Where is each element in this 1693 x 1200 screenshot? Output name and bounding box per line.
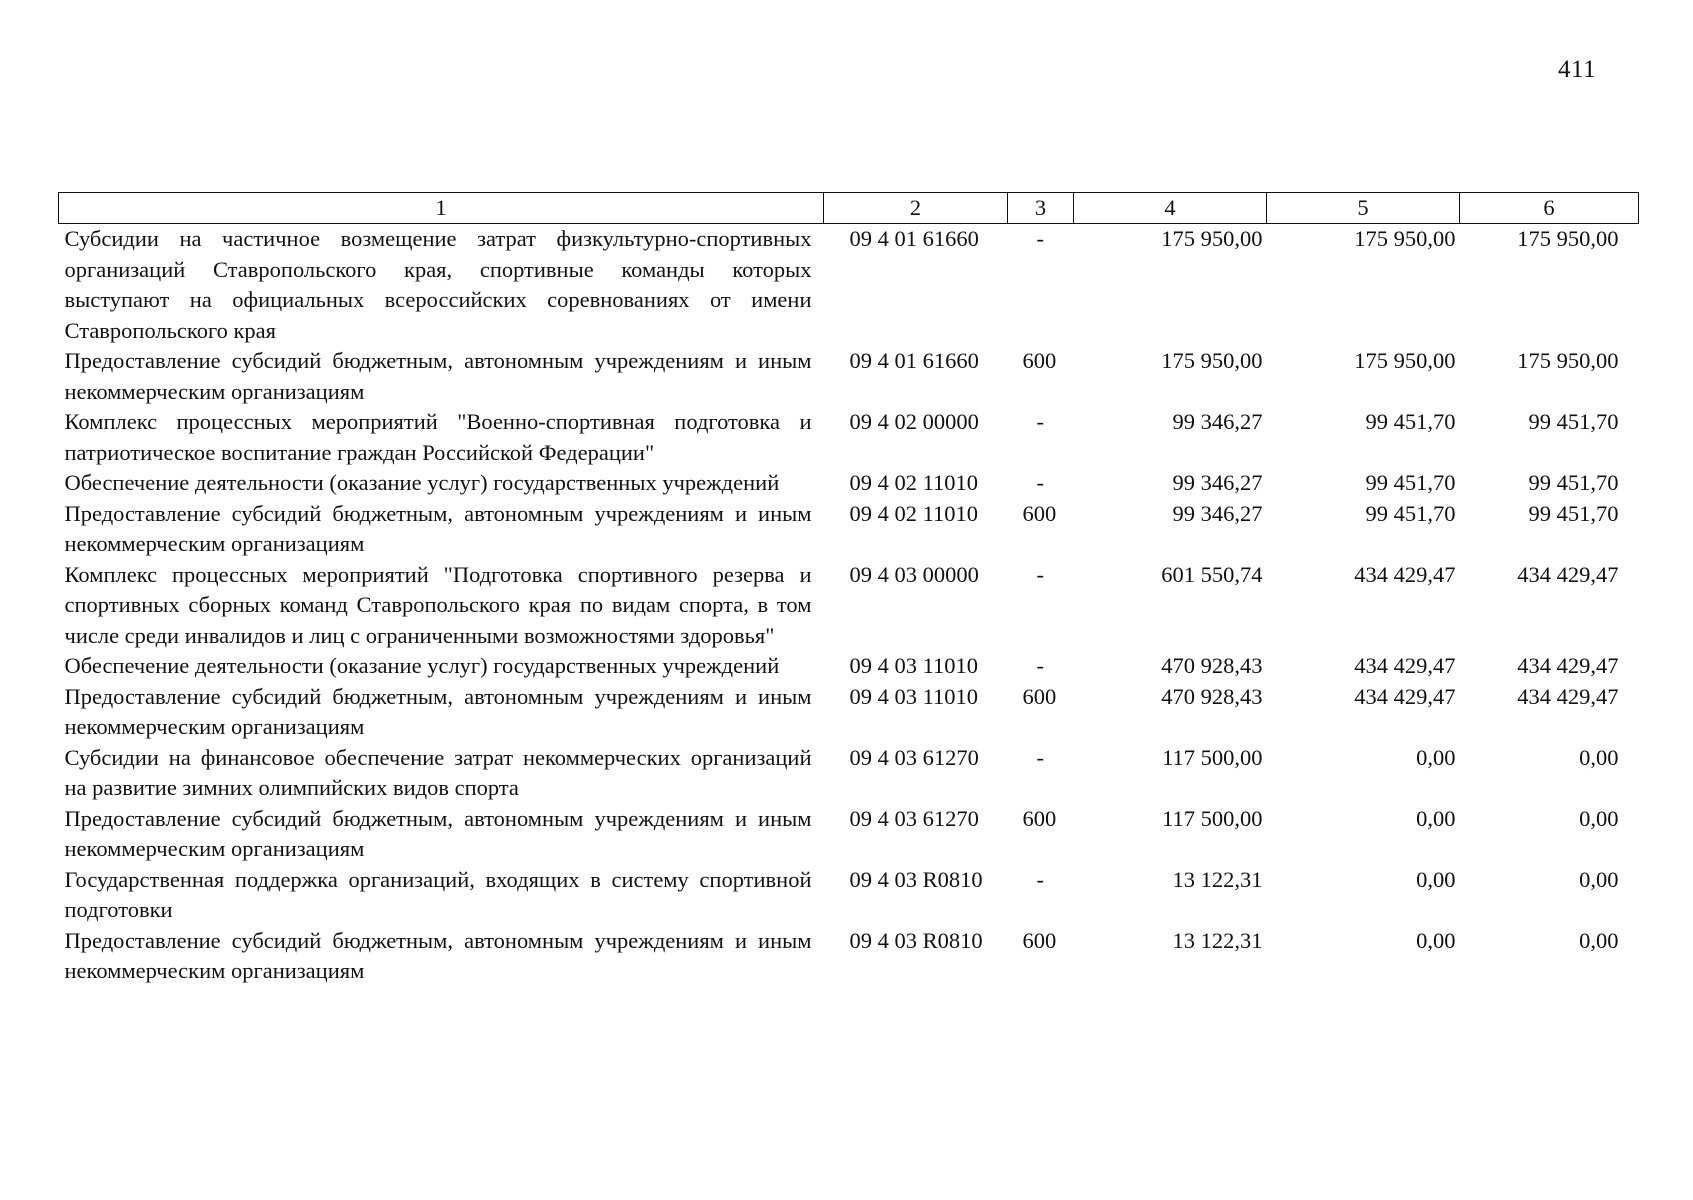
row-expense-type: 600 <box>1022 927 1057 953</box>
column-header-1: 1 <box>59 193 824 224</box>
row-target-code: 09 4 02 11010 <box>849 470 979 495</box>
row-target-code: 09 4 03 11010 <box>849 653 979 678</box>
row-amount-col5: 0,00 <box>1416 866 1456 892</box>
row-amount-col6: 434 429,47 <box>1517 561 1619 587</box>
row-target-code: 09 4 02 11010 <box>849 500 979 526</box>
row-expense-type: 600 <box>1022 348 1057 373</box>
row-name: Обеспечение деятельности (оказание услуг) государственных учреждений <box>64 653 780 678</box>
row-target-code: 09 4 03 11010 <box>849 683 979 709</box>
column-header-5: 5 <box>1267 193 1460 224</box>
row-target-code: 09 4 01 61660 <box>849 226 979 251</box>
row-amount-col4: 117 500,00 <box>1162 805 1263 831</box>
row-name: Субсидии на финансовое обеспечение затрат некоммерческих организаций на развитие зимних олимпийских видов спорта <box>64 744 812 800</box>
row-amount-col4: 99 346,27 <box>1172 409 1263 434</box>
row-target-code: 09 4 03 R0810 <box>849 927 983 953</box>
row-amount-col5: 434 429,47 <box>1354 653 1456 678</box>
column-header-4: 4 <box>1074 193 1267 224</box>
row-target-code: 09 4 03 00000 <box>849 561 979 587</box>
table-row <box>59 560 1639 652</box>
row-name: Комплекс процессных мероприятий "Подготовка спортивного резерва и спортивных сборных команд Ставропольского края по видам спорта, в том числе среди инвалидов и лиц с ограниченными возможностями здоровья" <box>64 561 812 648</box>
row-expense-type: - <box>1036 866 1044 892</box>
table-row <box>59 865 1639 926</box>
row-amount-col5: 99 451,70 <box>1365 500 1456 526</box>
row-amount-col5: 175 950,00 <box>1354 226 1456 251</box>
table-row <box>59 682 1639 743</box>
table-row <box>59 926 1639 987</box>
row-amount-col5: 0,00 <box>1416 805 1456 831</box>
table-row <box>59 804 1639 865</box>
row-name: Обеспечение деятельности (оказание услуг) государственных учреждений <box>64 470 780 495</box>
row-name: Комплекс процессных мероприятий "Военно-спортивная подготовка и патриотическое воспитание граждан Российской Федерации" <box>64 409 812 465</box>
row-expense-type: - <box>1036 744 1044 770</box>
row-expense-type: 600 <box>1022 683 1057 709</box>
row-name: Предоставление субсидий бюджетным, автономным учреждениям и иным некоммерческим организациям <box>64 500 812 556</box>
row-name: Предоставление субсидий бюджетным, автономным учреждениям и иным некоммерческим организациям <box>64 805 812 861</box>
row-amount-col4: 13 122,31 <box>1172 927 1263 953</box>
row-amount-col6: 0,00 <box>1579 744 1619 770</box>
column-header-6: 6 <box>1460 193 1639 224</box>
row-amount-col5: 434 429,47 <box>1354 683 1456 709</box>
table-row <box>59 499 1639 560</box>
row-expense-type: - <box>1036 226 1044 251</box>
row-amount-col5: 175 950,00 <box>1354 348 1456 373</box>
row-target-code: 09 4 03 61270 <box>849 744 979 770</box>
row-amount-col4: 99 346,27 <box>1172 500 1263 526</box>
row-amount-col4: 117 500,00 <box>1162 744 1263 770</box>
row-expense-type: - <box>1036 470 1044 495</box>
row-expense-type: - <box>1036 561 1044 587</box>
page-number: 411 <box>1558 56 1597 83</box>
table-row <box>59 407 1639 468</box>
budget-table <box>58 192 1639 987</box>
column-header-3: 3 <box>1008 193 1074 224</box>
row-amount-col4: 470 928,43 <box>1161 653 1263 678</box>
row-amount-col4: 601 550,74 <box>1161 561 1263 587</box>
table-header <box>59 193 1639 224</box>
row-name: Предоставление субсидий бюджетным, автономным учреждениям и иным некоммерческим организациям <box>64 927 812 983</box>
row-name: Государственная поддержка организаций, входящих в систему спортивной подготовки <box>64 866 812 922</box>
table-row <box>59 651 1639 682</box>
row-amount-col6: 0,00 <box>1579 805 1619 831</box>
row-expense-type: 600 <box>1022 500 1057 526</box>
table-row <box>59 468 1639 499</box>
header-row <box>59 193 1639 224</box>
row-target-code: 09 4 02 00000 <box>849 409 979 434</box>
row-name: Предоставление субсидий бюджетным, автономным учреждениям и иным некоммерческим организациям <box>64 348 812 404</box>
row-amount-col6: 99 451,70 <box>1528 500 1619 526</box>
row-target-code: 09 4 03 R0810 <box>849 866 983 892</box>
row-amount-col5: 99 451,70 <box>1365 409 1456 434</box>
column-header-2: 2 <box>824 193 1008 224</box>
row-amount-col6: 99 451,70 <box>1528 409 1619 434</box>
row-amount-col6: 434 429,47 <box>1517 653 1619 678</box>
row-amount-col6: 175 950,00 <box>1517 348 1619 373</box>
row-amount-col4: 470 928,43 <box>1161 683 1263 709</box>
row-amount-col5: 99 451,70 <box>1365 470 1456 495</box>
row-amount-col6: 0,00 <box>1579 927 1619 953</box>
row-amount-col4: 175 950,00 <box>1161 226 1263 251</box>
row-amount-col6: 434 429,47 <box>1517 683 1619 709</box>
row-amount-col5: 434 429,47 <box>1354 561 1456 587</box>
row-target-code: 09 4 03 61270 <box>849 805 979 831</box>
row-amount-col4: 99 346,27 <box>1172 470 1263 495</box>
table-row <box>59 224 1639 347</box>
table-row <box>59 346 1639 407</box>
row-name: Субсидии на частичное возмещение затрат физкультурно-спортивных организаций Ставропольского края, спортивные команды которых выступают на официальных всероссийских соревнованиях от имени Ставропольского края <box>64 226 812 343</box>
row-name: Предоставление субсидий бюджетным, автономным учреждениям и иным некоммерческим организациям <box>64 683 812 739</box>
row-amount-col5: 0,00 <box>1416 927 1456 953</box>
row-amount-col6: 99 451,70 <box>1528 470 1619 495</box>
row-amount-col6: 0,00 <box>1579 866 1619 892</box>
table-row <box>59 743 1639 804</box>
row-target-code: 09 4 01 61660 <box>849 348 979 373</box>
row-expense-type: 600 <box>1022 805 1057 831</box>
row-amount-col4: 175 950,00 <box>1161 348 1263 373</box>
table-body <box>59 224 1639 987</box>
row-amount-col6: 175 950,00 <box>1517 226 1619 251</box>
row-expense-type: - <box>1036 409 1044 434</box>
row-expense-type: - <box>1036 653 1044 678</box>
row-amount-col4: 13 122,31 <box>1172 866 1263 892</box>
row-amount-col5: 0,00 <box>1416 744 1456 770</box>
